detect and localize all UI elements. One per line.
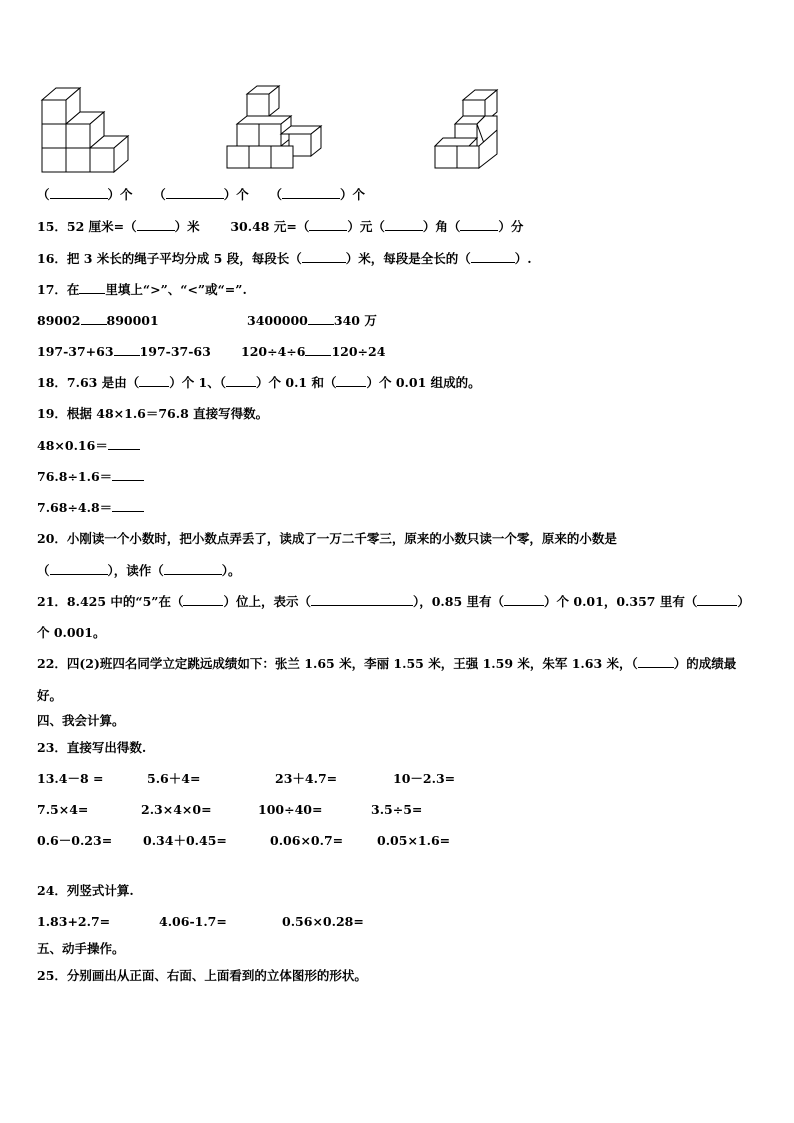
answer-blank[interactable] bbox=[302, 251, 346, 263]
question-20-line-2 bbox=[37, 563, 241, 579]
answer-blank[interactable] bbox=[638, 656, 674, 668]
q17-r2c: 120÷4÷6 bbox=[241, 344, 306, 359]
answer-blank[interactable] bbox=[311, 594, 413, 606]
answer-blank[interactable] bbox=[166, 187, 224, 199]
q15-text-f: ）分 bbox=[498, 219, 524, 234]
q15-text-d: ）元（ bbox=[347, 219, 385, 234]
q21-text-e: ） bbox=[737, 594, 750, 609]
answer-blank[interactable] bbox=[309, 219, 347, 231]
q17-r1b: 890001 bbox=[106, 313, 159, 328]
answer-blank[interactable] bbox=[114, 344, 140, 356]
question-23-title: 23．直接写出得数. bbox=[37, 740, 147, 755]
q23-row-2 bbox=[37, 802, 422, 818]
answer-blank[interactable] bbox=[50, 187, 108, 199]
calc-item: 0.05×1.6= bbox=[377, 833, 451, 848]
q21-text-a: 21．8.425 中的“5”在（ bbox=[37, 594, 184, 609]
question-17-title bbox=[37, 282, 247, 298]
question-21-line-2: 个 0.001。 bbox=[37, 625, 106, 640]
q17-r2d: 120÷24 bbox=[331, 344, 386, 359]
answer-blank[interactable] bbox=[81, 313, 107, 325]
question-22-line-1 bbox=[37, 656, 736, 672]
answer-blank[interactable] bbox=[137, 219, 175, 231]
q22-text-a: 22．四(2)班四名同学立定跳远成绩如下：张兰 1.65 米，李丽 1.55 米，王强 1.59 米，朱军 1.63 米，（ bbox=[37, 656, 638, 671]
caption-1-close: ）个 bbox=[107, 187, 133, 202]
q19-l1: 48×0.16＝ bbox=[37, 438, 108, 453]
q17-r2b: 197-37-63 bbox=[139, 344, 211, 359]
figure-captions bbox=[37, 187, 365, 203]
q17-r1d: 340 万 bbox=[333, 313, 377, 328]
q15-text-b: ）米 bbox=[174, 219, 200, 234]
question-16 bbox=[37, 251, 532, 267]
q24-items bbox=[37, 914, 364, 930]
q15-text-a: 15．52 厘米=（ bbox=[37, 219, 137, 234]
question-19-line-2 bbox=[37, 469, 144, 485]
answer-blank[interactable] bbox=[139, 375, 169, 387]
answer-blank bbox=[79, 282, 105, 294]
q16-text-a: 16．把 3 米长的绳子平均分成 5 段，每段长（ bbox=[37, 251, 302, 266]
q19-l3: 7.68÷4.8＝ bbox=[37, 500, 113, 515]
q17-r1a: 89002 bbox=[37, 313, 81, 328]
answer-blank[interactable] bbox=[226, 375, 256, 387]
calc-item: 100÷40= bbox=[258, 802, 323, 817]
question-22-line-2: 好。 bbox=[37, 688, 63, 703]
cube-figure-1 bbox=[40, 84, 132, 174]
answer-blank[interactable] bbox=[164, 563, 222, 575]
answer-blank[interactable] bbox=[504, 594, 544, 606]
section-5-heading: 五、动手操作。 bbox=[37, 941, 125, 956]
question-17-row-2 bbox=[37, 344, 211, 360]
answer-blank[interactable] bbox=[308, 313, 334, 325]
q17-text-a: 17．在 bbox=[37, 282, 80, 297]
q16-text-b: ）米，每段是全长的（ bbox=[345, 251, 471, 266]
q22-text-b: ）的成绩最 bbox=[673, 656, 737, 671]
caption-1-open: （ bbox=[37, 187, 50, 202]
question-24-title: 24．列竖式计算. bbox=[37, 883, 134, 898]
answer-blank[interactable] bbox=[108, 438, 140, 450]
q23-row-3 bbox=[37, 833, 450, 849]
q18-text-a: 18．7.63 是由（ bbox=[37, 375, 140, 390]
caption-2-open: （ bbox=[153, 187, 166, 202]
caption-3-open: （ bbox=[269, 187, 283, 202]
q20-text-b: （ bbox=[37, 563, 50, 578]
q17-r1c: 3400000 bbox=[247, 313, 308, 328]
caption-2-close: ）个 bbox=[223, 187, 249, 202]
answer-blank[interactable] bbox=[183, 594, 223, 606]
calc-item: 13.4－8 = bbox=[37, 771, 104, 786]
q19-l2: 76.8÷1.6＝ bbox=[37, 469, 113, 484]
calc-item: 0.34＋0.45= bbox=[143, 833, 227, 848]
q15-text-e: ）角（ bbox=[422, 219, 461, 234]
answer-blank[interactable] bbox=[112, 469, 144, 481]
calc-item: 0.6－0.23= bbox=[37, 833, 113, 848]
question-19-line-3 bbox=[37, 500, 144, 516]
question-19-title: 19．根据 48×1.6＝76.8 直接写得数。 bbox=[37, 406, 269, 421]
calc-item: 5.6＋4= bbox=[147, 771, 201, 786]
answer-blank[interactable] bbox=[305, 344, 331, 356]
section-4-heading: 四、我会计算。 bbox=[37, 713, 125, 728]
answer-blank[interactable] bbox=[385, 219, 423, 231]
question-17-row-2b bbox=[241, 344, 385, 360]
q23-row-1 bbox=[37, 771, 455, 787]
question-21-line-1 bbox=[37, 594, 750, 610]
q18-text-d: ）个 0.01 组成的。 bbox=[366, 375, 481, 390]
q16-text-c: ）. bbox=[514, 251, 532, 266]
vertical-calc-item: 4.06-1.7= bbox=[159, 914, 227, 929]
answer-blank[interactable] bbox=[282, 187, 340, 199]
question-17-row-1b bbox=[247, 313, 377, 329]
q21-text-d: ）个 0.01，0.357 里有（ bbox=[544, 594, 698, 609]
question-15 bbox=[37, 219, 523, 235]
q21-text-c: ），0.85 里有（ bbox=[412, 594, 505, 609]
vertical-calc-item: 1.83+2.7= bbox=[37, 914, 111, 929]
answer-blank[interactable] bbox=[471, 251, 515, 263]
answer-blank[interactable] bbox=[112, 500, 144, 512]
q17-text-b: 里填上“>”、“<”或“=”. bbox=[105, 282, 247, 297]
cube-figure-2 bbox=[225, 84, 325, 174]
calc-item: 7.5×4= bbox=[37, 802, 89, 817]
calc-item: 10－2.3= bbox=[393, 771, 456, 786]
caption-3-close: ）个 bbox=[340, 187, 366, 202]
question-18 bbox=[37, 375, 481, 391]
q21-text-b: ）位上，表示（ bbox=[223, 594, 311, 609]
cube-figure-3 bbox=[433, 84, 503, 174]
q20-text-d: ）。 bbox=[221, 563, 241, 578]
answer-blank[interactable] bbox=[336, 375, 366, 387]
q15-text-c: 30.48 元=（ bbox=[230, 219, 310, 234]
q18-text-c: ）个 0.1 和（ bbox=[256, 375, 337, 390]
question-17-row-1 bbox=[37, 313, 159, 329]
vertical-calc-item: 0.56×0.28= bbox=[282, 914, 364, 929]
calc-item: 23＋4.7= bbox=[275, 771, 338, 786]
calc-item: 3.5÷5= bbox=[371, 802, 423, 817]
q18-text-b: ）个 1、（ bbox=[169, 375, 227, 390]
answer-blank[interactable] bbox=[460, 219, 498, 231]
calc-item: 2.3×4×0= bbox=[141, 802, 212, 817]
answer-blank[interactable] bbox=[50, 563, 108, 575]
q17-r2a: 197-37+63 bbox=[37, 344, 114, 359]
calc-item: 0.06×0.7= bbox=[270, 833, 344, 848]
question-19-line-1 bbox=[37, 438, 140, 454]
answer-blank[interactable] bbox=[697, 594, 737, 606]
question-20-line-1: 20．小刚读一个小数时，把小数点弄丢了，读成了一万二千零三，原来的小数只读一个零，原来的小数是 bbox=[37, 531, 617, 546]
question-25: 25．分别画出从正面、右面、上面看到的立体图形的形状。 bbox=[37, 968, 367, 983]
q20-text-c: ），读作（ bbox=[107, 563, 164, 578]
